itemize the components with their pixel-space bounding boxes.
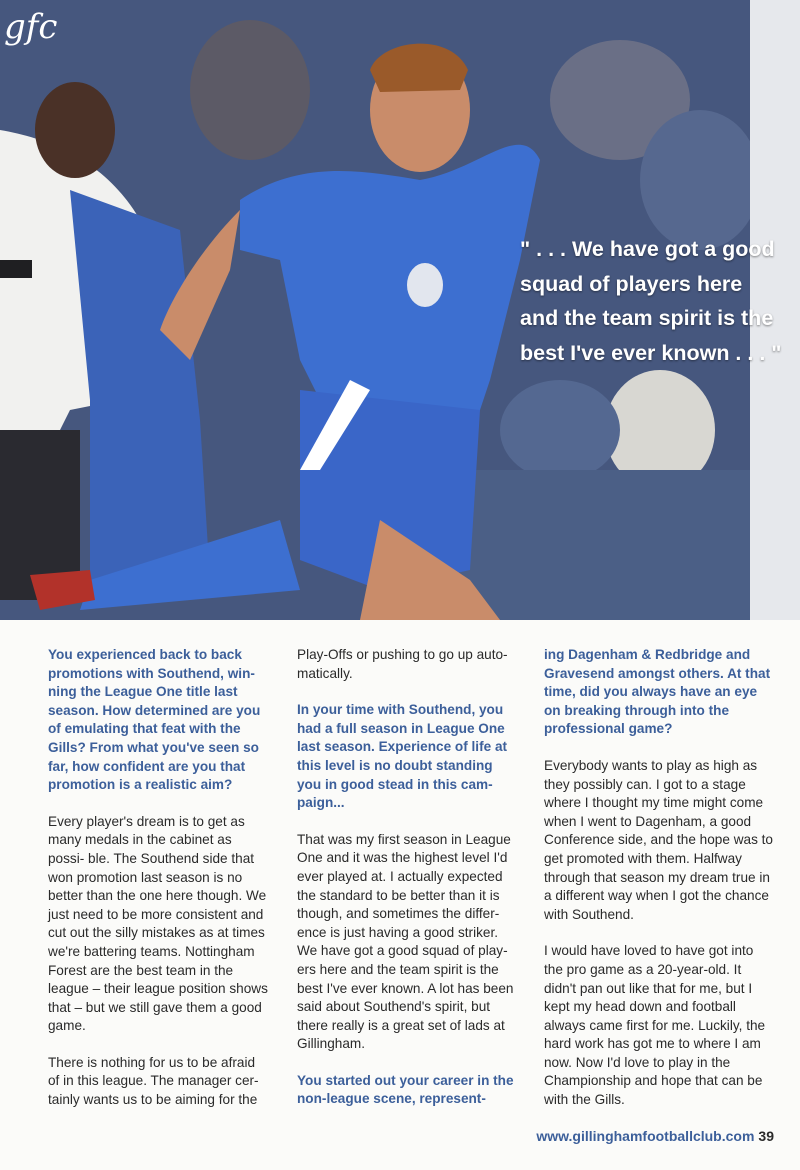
pull-quote: " . . . We have got a good squad of players here and the team spirit is the best I've ever known . . . " (520, 237, 782, 365)
page-footer (536, 1128, 774, 1144)
club-logo-icon (0, 0, 80, 50)
article-column-1 (48, 646, 270, 1128)
interview-question: You experienced back to back promotions with Southend, win- ning the League One title last season. How determined are you of emulating that feat with the Gills? From what you've seen so far, how confident are you that promotion is a realistic aim? (48, 647, 261, 793)
interview-question: In your time with Southend, you had a full season in League One last season. Experience of life at this level is no doubt standing you in good stead in this cam- paign... (297, 702, 508, 811)
interview-answer: Play-Offs or pushing to go up auto- matically. (297, 647, 508, 681)
website-link[interactable]: www.gillinghamfootballclub.com (536, 1128, 755, 1144)
interview-answer: There is nothing for us to be afraid of in this league. The manager cer- tainly wants us to be aiming for the (48, 1054, 259, 1108)
interview-answer: Every player's dream is to get as many medals in the cabinet as possi- ble. The Southend side that won promotion last season is no better than the one here though. We just need to be more consistent and cut out the silly mistakes as at times we're battering teams. Nottingham Forest are the best team in the league – their league position shows that – but we still gave them a good game. (48, 813, 268, 1034)
svg-text:gfc: gfc (4, 7, 58, 47)
interview-question: ing Dagenham & Redbridge and Gravesend amongst others. At that time, did you always have an eye on breaking through into the professional game? (544, 647, 771, 737)
interview-answer: That was my first season in League One and it was the highest level I'd ever played at. I actually expected the standard to be better than it is though, and sometimes the differ- ence is just having a good striker. We have got a good squad of play- ers here and the team spirit is the best I've ever known. A lot has been said about Southend's spirit, but there really is a great set of lads at Gillingham. (297, 831, 514, 1052)
interview-answer: I would have loved to have got into the pro game as a 20-year-old. It didn't pan out like that for me, but I kept my head down and football always came first for me. Luckily, the hard work has got me to where I am now. Now I'd love to play in the Championship and hope that can be with the Gills. (544, 943, 766, 1108)
interview-answer: Everybody wants to play as high as they possibly can. I got to a stage where I thought my time might come when I went to Dagenham, a good Conference side, and the hope was to get promoted with them. Halfway through that season my dream true in a different way when I got the chance with Southend. (544, 757, 773, 922)
interview-question: You started out your career in the non-league scene, represent- (297, 1072, 514, 1107)
page-number: 39 (758, 1128, 774, 1144)
article-column-2 (297, 646, 519, 1127)
article-column-3 (544, 646, 774, 1128)
